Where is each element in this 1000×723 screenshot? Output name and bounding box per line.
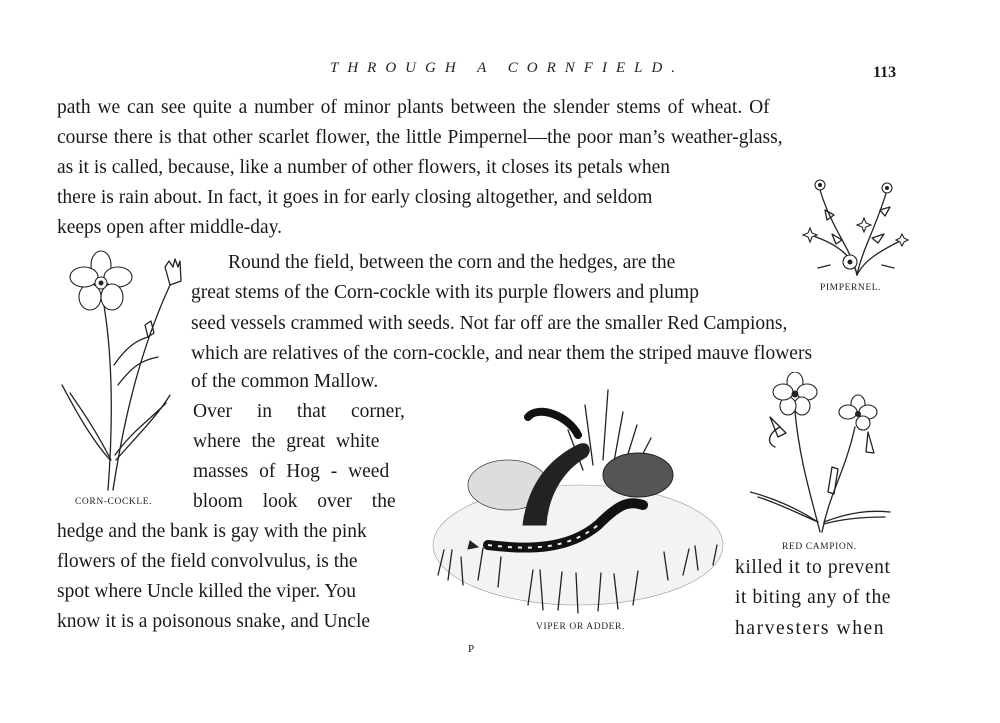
text-line: bloom look over the [193, 491, 396, 512]
text-line: keeps open after middle-day. [57, 217, 283, 238]
text-line: where the great white [193, 431, 380, 452]
text-line: hedge and the bank is gay with the pink [57, 521, 367, 542]
signature-mark: P [468, 643, 475, 655]
red-campion-illustration [750, 372, 900, 537]
text-line: know it is a poisonous snake, and Uncle [57, 611, 371, 632]
text-line: Round the field, between the corn and the hedges, are the [228, 252, 676, 273]
red-campion-caption: RED CAMPION. [782, 542, 857, 552]
corn-cockle-illustration [58, 245, 188, 495]
running-title: THROUGH A CORNFIELD. [330, 60, 685, 76]
text-line: which are relatives of the corn-cockle, and near them the striped mauve flowers [191, 343, 813, 364]
text-line: masses of Hog - weed [193, 461, 390, 482]
text-line: course there is that other scarlet flower, the little Pimpernel—the poor man’s weather-glass, [57, 127, 783, 148]
corn-cockle-caption: CORN-COCKLE. [75, 497, 153, 507]
text-line: Over in that corner, [193, 401, 405, 422]
text-line: spot where Uncle killed the viper. You [57, 581, 356, 602]
text-line: great stems of the Corn-cockle with its purple flowers and plump [191, 282, 699, 303]
text-line: flowers of the field convolvulus, is the [57, 551, 358, 572]
page-number: 113 [873, 64, 897, 81]
text-line: seed vessels crammed with seeds. Not far off are the smaller Red Campions, [191, 313, 788, 334]
viper-caption: VIPER OR ADDER. [536, 622, 625, 632]
text-line: as it is called, because, like a number of other flowers, it closes its petals when [57, 157, 670, 178]
text-line: harvesters when [735, 618, 886, 639]
text-line: of the common Mallow. [191, 371, 379, 392]
pimpernel-illustration [792, 170, 922, 282]
text-line: there is rain about. In fact, it goes in for early closing altogether, and seldom [57, 187, 653, 208]
pimpernel-caption: PIMPERNEL. [820, 283, 882, 293]
viper-illustration [428, 375, 728, 620]
text-line: killed it to prevent [735, 557, 891, 578]
text-line: it biting any of the [735, 587, 892, 608]
text-line: path we can see quite a number of minor plants between the slender stems of wheat. Of [57, 97, 770, 118]
